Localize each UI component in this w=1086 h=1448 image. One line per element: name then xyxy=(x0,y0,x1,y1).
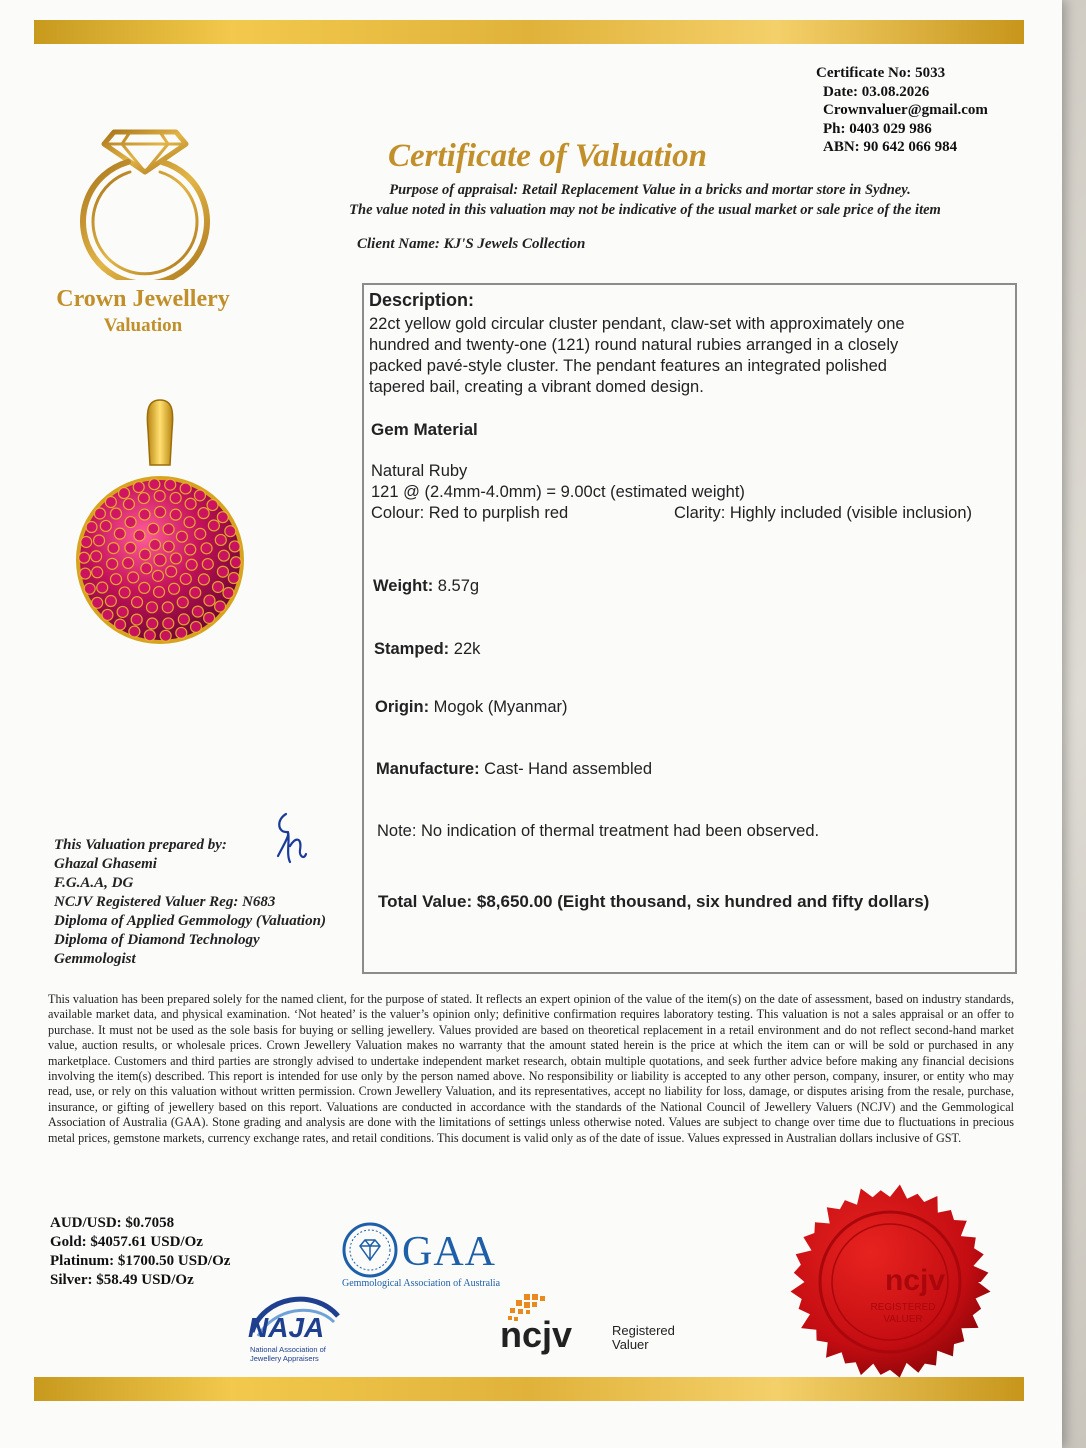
prepared-by-heading: This Valuation prepared by: xyxy=(54,837,227,853)
gaa-diamond-icon xyxy=(340,1222,400,1278)
certificate-info xyxy=(816,64,988,157)
certificate-phone: Ph: 0403 029 986 xyxy=(823,120,932,137)
top-gold-bar xyxy=(34,20,1024,44)
brand-name xyxy=(30,286,256,337)
crown-ring-logo-icon xyxy=(70,110,220,280)
gaa-name: Gemmological Association of Australia xyxy=(342,1278,501,1289)
rate-aud-usd: AUD/USD: $0.7058 xyxy=(50,1215,175,1231)
stamped-label: Stamped: xyxy=(374,640,450,658)
ncjv-line-2: Valuer xyxy=(612,1337,649,1352)
manufacture-value: Cast- Hand assembled xyxy=(479,760,653,778)
ncjv-registered-valuer xyxy=(612,1324,675,1352)
description-label: Description: xyxy=(369,290,475,310)
disclaimer-text: This valuation has been prepared solely for the named client, for the purpose of stated. It reflects an expert opinion of the value of the item(s) on the date of assessment, based on industry standards, available market data, and physical examination. ‘Not heated’ is the valuer’s opinion only; definitive confirmation requires laboratory testing. This valuation is not a sales appraisal or an offer to purchase. It must not be used as the sole basis for buying or selling jewellery. Values provided are based on theoretical replacement in a retail environment and do not reflect second-hand market value, auction results, or wholesale prices. Crown Jewellery Valuation makes no warranty that the amount stated herein is the price at which the item can or will be sold or purchased in any marketplace. Customers and third parties are strongly advised to undertake independent market research, obtain multiple quotations, and seek further advice before making any financial decisions involving the item(s) described. This report is intended for use only by the person named above. No responsibility or liability is accepted to any other person, company, insurer, or entity who may read, use, or rely on this valuation without written permission. Crown Jewellery Valuation, and its representatives, accept no liability for loss, damage, or disputes arising from the resale, purchase, insurance, or gifting of jewellery based on this report. Valuations are conducted in accordance with the standards of the National Council of Jewellery Valuers (NCJV) and the Gemmological Association of Australia (GAA). Stone grading and analysis are done with the limitations of settings unless otherwise noted. Values are subject to change over time due to fluctuations in precious metal prices, gemstone markets, currency exchange rates, and retail conditions. This document is valid only as of the date of issue. Values expressed in Australian dollars inclusive of GST. xyxy=(48,992,1014,1145)
client-name: Client Name: KJ'S Jewels Collection xyxy=(357,236,586,252)
gaa-abbr: GAA xyxy=(402,1229,496,1275)
description-line: hundred and twenty-one (121) round natural rubies arranged in a closely xyxy=(369,336,899,354)
gem-name: Natural Ruby xyxy=(371,462,468,480)
gem-material-heading: Gem Material xyxy=(371,420,478,439)
seal-sub-1: REGISTERED xyxy=(870,1302,936,1313)
description-line: 22ct yellow gold circular cluster pendant, claw-set with approximately one xyxy=(369,315,905,333)
manufacture-label: Manufacture: xyxy=(376,760,480,778)
signature-icon xyxy=(264,810,324,870)
page-title: Certificate of Valuation xyxy=(388,138,708,174)
rate-silver: Silver: $58.49 USD/Oz xyxy=(50,1272,194,1288)
origin-row xyxy=(375,698,568,717)
manufacture-row xyxy=(376,760,652,779)
ncjv-wax-seal-icon xyxy=(785,1182,995,1382)
weight-row xyxy=(373,577,479,596)
brand-title: Crown Jewellery xyxy=(56,286,230,312)
gem-clarity: Clarity: Highly included (visible inclusion) xyxy=(674,504,973,522)
origin-label: Origin: xyxy=(375,698,430,716)
purpose-text xyxy=(300,180,1000,220)
description-box xyxy=(362,283,1017,974)
ncjv-line-1: Registered xyxy=(612,1323,675,1338)
valuer-name: Ghazal Ghasemi xyxy=(54,856,157,872)
valuer-registration: NCJV Registered Valuer Reg: N683 xyxy=(54,894,276,910)
naja-line-1: National Association of xyxy=(250,1345,326,1354)
certificate-date: Date: 03.08.2026 xyxy=(823,83,930,100)
valuer-diploma-diamond: Diploma of Diamond Technology xyxy=(54,932,260,948)
description-line: packed pavé-style cluster. The pendant features an integrated polished xyxy=(369,357,887,375)
origin-value: Mogok (Myanmar) xyxy=(429,698,568,716)
valuer-title: Gemmologist xyxy=(54,951,136,967)
valuer-credential: F.G.A.A, DG xyxy=(54,875,134,891)
naja-line-2: Jewellery Appraisers xyxy=(250,1353,319,1363)
rate-platinum: Platinum: $1700.50 USD/Oz xyxy=(50,1253,231,1269)
purpose-line-2: The value noted in this valuation may not be indicative of the usual market or sale price of the item xyxy=(349,202,941,218)
naja-name xyxy=(250,1346,326,1363)
rate-gold: Gold: $4057.61 USD/Oz xyxy=(50,1234,203,1250)
seal-sub-2: VALUER xyxy=(883,1314,923,1325)
ruby-pendant-image xyxy=(70,395,250,675)
description-line: tapered bail, creating a vibrant domed design. xyxy=(369,378,704,396)
weight-label: Weight: xyxy=(373,577,434,595)
seal-text: ncjv xyxy=(884,1264,946,1297)
brand-subtitle: Valuation xyxy=(103,315,183,336)
certificate-number: Certificate No: 5033 xyxy=(816,65,946,81)
gem-colour: Colour: Red to purplish red xyxy=(371,504,569,522)
stamped-row xyxy=(374,640,480,659)
total-value: Total Value: $8,650.00 (Eight thousand, six hundred and fifty dollars) xyxy=(378,892,930,911)
ncjv-abbr: ncjv xyxy=(500,1314,573,1355)
weight-value: 8.57g xyxy=(433,577,480,595)
valuer-diploma-valuation: Diploma of Applied Gemmology (Valuation) xyxy=(54,913,326,929)
metal-rates xyxy=(50,1214,230,1290)
stamped-value: 22k xyxy=(449,640,481,658)
purpose-line-1: Purpose of appraisal: Retail Replacement Value in a bricks and mortar store in Sydney. xyxy=(389,182,911,198)
naja-abbr: NAJA xyxy=(248,1312,325,1343)
description-text xyxy=(369,314,905,398)
treatment-note: Note: No indication of thermal treatment had been observed. xyxy=(377,822,820,840)
certificate-abn: ABN: 90 642 066 984 xyxy=(823,139,958,155)
certificate-email: Crownvaluer@gmail.com xyxy=(823,102,988,118)
gem-count: 121 @ (2.4mm-4.0mm) = 9.00ct (estimated weight) xyxy=(371,483,745,501)
